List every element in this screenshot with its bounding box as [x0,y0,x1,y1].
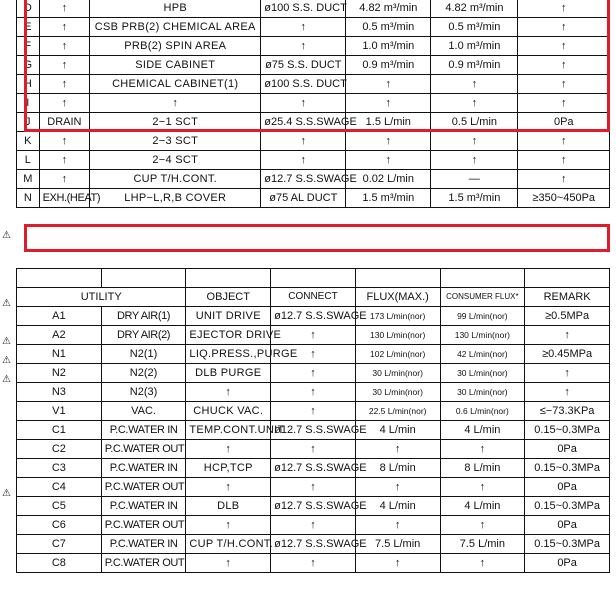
remark-cell: 0Pa [518,113,610,132]
object-cell: CHEMICAL CABINET(1) [90,75,261,94]
row-id: C6 [17,516,102,535]
remark-cell: ↑ [518,151,610,170]
flux-max-cell: 1.5 m³/min [346,189,431,208]
object-cell: ↑ [186,478,271,497]
remark-cell: ↑ [525,383,610,402]
remark-cell: ↑ [518,18,610,37]
row-id: M [17,170,40,189]
flux-max-cell: 102 L/min(nor) [355,345,440,364]
table-row [17,364,610,383]
utility-cell: P.C.WATER IN [101,459,186,478]
remark-cell: 0Pa [525,478,610,497]
flux-max-cell: 4 L/min [355,497,440,516]
header-consumer-flux: CONSUMER FLUX* [440,288,525,307]
flux-max-cell: ↑ [346,75,431,94]
remark-cell: 0.15~0.3MPa [525,535,610,554]
revision-warning-icon: ⚠ [2,298,11,309]
row-id: C4 [17,478,102,497]
consumer-flux-cell: 1.5 m³/min [431,189,518,208]
utility-cell: P.C.WATER OUT [101,478,186,497]
row-id: H [17,75,40,94]
remark-cell: ≥0.45MPa [525,345,610,364]
connect-cell: ↑ [271,383,356,402]
flux-max-cell: 1.5 L/min [346,113,431,132]
flux-max-cell: 7.5 L/min [355,535,440,554]
connect-cell: ø75 AL DUCT [261,189,346,208]
consumer-flux-cell: ↑ [440,478,525,497]
remark-cell: 0.15~0.3MPa [525,459,610,478]
revision-warning-icon: ⚠ [2,336,11,347]
object-cell: LHP−L,R,B COVER [90,189,261,208]
table-row [17,402,610,421]
empty-cell [355,269,440,288]
utility-cell: ↑ [39,0,90,18]
header-connect: CONNECT [271,288,356,307]
spacer-row [17,269,610,288]
object-cell: 2−3 SCT [90,132,261,151]
flux-max-cell: 30 L/min(nor) [355,364,440,383]
object-cell: DLB PURGE [186,364,271,383]
revision-warning-icon: ⚠ [2,355,11,366]
consumer-flux-cell: 1.0 m³/min [431,37,518,56]
revision-warning-icon: ⚠ [2,230,11,241]
connect-cell: ø100 S.S. DUCT [261,0,346,18]
connect-cell: ø75 S.S. DUCT [261,56,346,75]
flux-max-cell: 30 L/min(nor) [355,383,440,402]
empty-cell [525,269,610,288]
table-row [17,307,610,326]
row-id: C3 [17,459,102,478]
connect-cell: ↑ [271,326,356,345]
table-row [17,421,610,440]
connect-cell: ø12.7 S.S.SWAGE [271,307,356,326]
remark-cell: ≥0.5MPa [525,307,610,326]
table-row [17,383,610,402]
row-id: J [17,113,40,132]
flux-max-cell: 173 L/min(nor) [355,307,440,326]
remark-cell: ↑ [525,326,610,345]
header-utility: UTILITY [17,288,186,307]
row-id: I [17,94,40,113]
table-row [17,554,610,573]
flux-max-cell: ↑ [355,516,440,535]
consumer-flux-cell: 30 L/min(nor) [440,364,525,383]
remark-cell: ↑ [525,364,610,383]
consumer-flux-cell: 99 L/min(nor) [440,307,525,326]
connect-cell: ↑ [261,151,346,170]
row-id: F [17,37,40,56]
consumer-flux-cell: 7.5 L/min [440,535,525,554]
remark-cell: 0Pa [525,440,610,459]
object-cell: ↑ [90,94,261,113]
object-cell: ↑ [186,516,271,535]
object-cell: HPB [90,0,261,18]
remark-cell: ↑ [518,0,610,18]
consumer-flux-cell: ↑ [431,132,518,151]
flux-max-cell: 22.5 L/min(nor) [355,402,440,421]
remark-cell: 0Pa [525,554,610,573]
utility-cell: P.C.WATER IN [101,497,186,516]
row-id: C2 [17,440,102,459]
flux-max-cell: 1.0 m³/min [346,37,431,56]
table-row [17,189,610,208]
object-cell: TEMP.CONT.UNIT [186,421,271,440]
row-id: V1 [17,402,102,421]
utility-cell: ↑ [39,56,90,75]
header-remark: REMARK [525,288,610,307]
remark-cell: 0.15~0.3MPa [525,421,610,440]
table-row [17,440,610,459]
object-cell: LIQ.PRESS.,PURGE [186,345,271,364]
consumer-flux-cell: 30 L/min(nor) [440,383,525,402]
flux-max-cell: 8 L/min [355,459,440,478]
row-id: A1 [17,307,102,326]
connect-cell: ø100 S.S. DUCT [261,75,346,94]
connect-cell: ↑ [271,516,356,535]
row-id: C8 [17,554,102,573]
lower-utility-table [16,268,610,573]
connect-cell: ↑ [271,402,356,421]
consumer-flux-cell: ↑ [431,75,518,94]
utility-cell: DRY AIR(1) [101,307,186,326]
empty-cell [17,269,102,288]
row-id: C5 [17,497,102,516]
table-row [17,151,610,170]
remark-cell: ↑ [518,170,610,189]
utility-cell: ↑ [39,37,90,56]
row-id: N2 [17,364,102,383]
table-row [17,326,610,345]
utility-cell: P.C.WATER IN [101,421,186,440]
row-id: N1 [17,345,102,364]
connect-cell: ↑ [261,94,346,113]
row-id: G [17,56,40,75]
row-id: D [17,0,40,18]
header-flux-max: FLUX(MAX.) [355,288,440,307]
table-row [17,132,610,151]
empty-cell [440,269,525,288]
remark-cell: ↑ [518,37,610,56]
flux-max-cell: 0.5 m³/min [346,18,431,37]
object-cell: EJECTOR DRIVE [186,326,271,345]
remark-cell: 0Pa [525,516,610,535]
connect-cell: ø12.7 S.S.SWAGE [271,459,356,478]
row-id: A2 [17,326,102,345]
empty-cell [186,269,271,288]
highlight-box-exhaust-rows [24,0,610,132]
flux-max-cell: 4.82 m³/min [346,0,431,18]
utility-cell: DRY AIR(2) [101,326,186,345]
flux-max-cell: ↑ [346,151,431,170]
connect-cell: ø12.7 S.S.SWAGE [271,421,356,440]
utility-cell: N2(3) [101,383,186,402]
table-row [17,516,610,535]
object-cell: 2−4 SCT [90,151,261,170]
connect-cell: ↑ [261,132,346,151]
consumer-flux-cell: 8 L/min [440,459,525,478]
highlight-box-row-n [24,224,610,252]
utility-cell: ↑ [39,170,90,189]
consumer-flux-cell: 0.6 L/min(nor) [440,402,525,421]
consumer-flux-cell: — [431,170,518,189]
flux-max-cell: ↑ [346,94,431,113]
utility-cell: DRAIN [39,113,90,132]
connect-cell: ↑ [271,345,356,364]
empty-cell [101,269,186,288]
utility-cell: ↑ [39,18,90,37]
table-row [17,497,610,516]
row-id: N3 [17,383,102,402]
consumer-flux-cell: 130 L/min(nor) [440,326,525,345]
row-id: K [17,132,40,151]
connect-cell: ↑ [271,554,356,573]
flux-max-cell: ↑ [355,478,440,497]
utility-cell: ↑ [39,151,90,170]
utility-cell: N2(1) [101,345,186,364]
remark-cell: ↑ [518,94,610,113]
consumer-flux-cell: 0.5 m³/min [431,18,518,37]
flux-max-cell: ↑ [346,132,431,151]
table-row [17,459,610,478]
consumer-flux-cell: ↑ [440,440,525,459]
consumer-flux-cell: 42 L/min(nor) [440,345,525,364]
utility-cell: P.C.WATER OUT [101,554,186,573]
object-cell: CHUCK VAC. [186,402,271,421]
table-row [17,170,610,189]
object-cell: CUP T/H.CONT. [90,170,261,189]
connect-cell: ↑ [271,440,356,459]
connect-cell: ↑ [271,478,356,497]
header-object: OBJECT [186,288,271,307]
utility-cell: EXH.(HEAT) [39,189,90,208]
utility-cell: P.C.WATER OUT [101,440,186,459]
utility-cell: ↑ [39,94,90,113]
flux-max-cell: 0.9 m³/min [346,56,431,75]
revision-warning-icon: ⚠ [2,374,11,385]
remark-cell: ↑ [518,75,610,94]
connect-cell: ↑ [261,37,346,56]
empty-cell [271,269,356,288]
row-id: C1 [17,421,102,440]
connect-cell: ↑ [271,364,356,383]
connect-cell: ↑ [261,18,346,37]
object-cell: DLB [186,497,271,516]
object-cell: CSB PRB(2) CHEMICAL AREA [90,18,261,37]
consumer-flux-cell: 4 L/min [440,421,525,440]
consumer-flux-cell: ↑ [431,151,518,170]
utility-cell: VAC. [101,402,186,421]
consumer-flux-cell: ↑ [431,94,518,113]
object-cell: SIDE CABINET [90,56,261,75]
utility-cell: ↑ [39,75,90,94]
connect-cell: ø12.7 S.S.SWAGE [271,535,356,554]
consumer-flux-cell: ↑ [440,516,525,535]
object-cell: 2−1 SCT [90,113,261,132]
flux-max-cell: 0.02 L/min [346,170,431,189]
consumer-flux-cell: ↑ [440,554,525,573]
object-cell: ↑ [186,383,271,402]
flux-max-cell: ↑ [355,554,440,573]
object-cell: CUP T/H.CONT. [186,535,271,554]
object-cell: ↑ [186,440,271,459]
table-row [17,478,610,497]
connect-cell: ø25.4 S.S.SWAGE [261,113,346,132]
utility-cell: P.C.WATER IN [101,535,186,554]
remark-cell: 0.15~0.3MPa [525,497,610,516]
utility-cell: ↑ [39,132,90,151]
table-row [17,345,610,364]
header-row [17,288,610,307]
utility-cell: N2(2) [101,364,186,383]
connect-cell: ø12.7 S.S.SWAGE [261,170,346,189]
object-cell: HCP,TCP [186,459,271,478]
object-cell: ↑ [186,554,271,573]
remark-cell: ≥350~450Pa [518,189,610,208]
connect-cell: ø12.7 S.S.SWAGE [271,497,356,516]
consumer-flux-cell: 4 L/min [440,497,525,516]
row-id: L [17,151,40,170]
consumer-flux-cell: 4.82 m³/min [431,0,518,18]
row-id: E [17,18,40,37]
consumer-flux-cell: 0.9 m³/min [431,56,518,75]
flux-max-cell: 4 L/min [355,421,440,440]
row-id: C7 [17,535,102,554]
row-id: N [17,189,40,208]
object-cell: PRB(2) SPIN AREA [90,37,261,56]
flux-max-cell: ↑ [355,440,440,459]
table-row [17,535,610,554]
consumer-flux-cell: 0.5 L/min [431,113,518,132]
utility-cell: P.C.WATER OUT [101,516,186,535]
revision-warning-icon: ⚠ [2,488,11,499]
remark-cell: ↑ [518,132,610,151]
remark-cell: ↑ [518,56,610,75]
flux-max-cell: 130 L/min(nor) [355,326,440,345]
remark-cell: ≤−73.3KPa [525,402,610,421]
object-cell: UNIT DRIVE [186,307,271,326]
